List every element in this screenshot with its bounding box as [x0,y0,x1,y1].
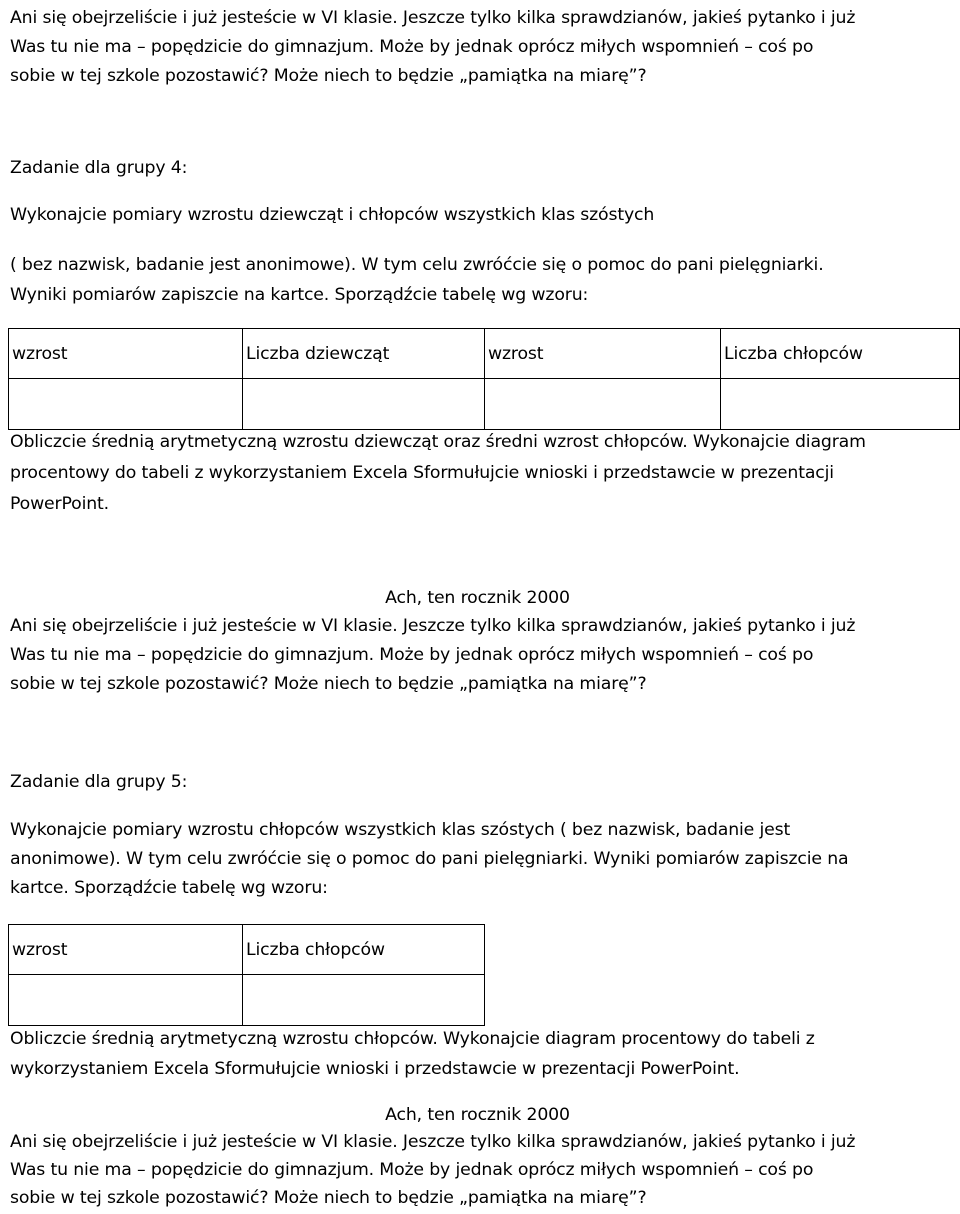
group4-after-line: PowerPoint. [10,494,109,514]
table-row [9,975,485,1026]
group5-task-line: Wykonajcie pomiary wzrostu chłopców wszystkich klas szóstych ( bez nazwisk, badanie jest [10,820,791,840]
group5-task-line: kartce. Sporządźcie tabelę wg wzoru: [10,878,328,898]
group4-task-line: Wyniki pomiarów zapiszcie na kartce. Sporządźcie tabelę wg wzoru: [10,285,589,305]
group4-after-line: procentowy do tabeli z wykorzystaniem Excela Sformułujcie wnioski i przedstawcie w prezentacji [10,463,834,483]
intro-line: Ani się obejrzeliście i już jesteście w VI klasie. Jeszcze tylko kilka sprawdzianów, jakieś pytanko i już [10,8,856,28]
section-title: Ach, ten rocznik 2000 [385,1105,570,1125]
group5-task-paragraph [10,816,848,903]
table-header-cell: Liczba chłopców [721,329,960,379]
table-header-row [9,925,485,975]
group5-task-line: anonimowe). W tym celu zwróćcie się o pomoc do pani pielęgniarki. Wyniki pomiarów zapiszcie na [10,849,849,869]
section-line: Ani się obejrzeliście i już jesteście w VI klasie. Jeszcze tylko kilka sprawdzianów, jakieś pytanko i już [10,1132,856,1152]
table-cell [243,975,485,1026]
group4-after-paragraph [10,427,866,520]
group5-after-paragraph [10,1024,815,1084]
table-header-cell: Liczba chłopców [243,925,485,975]
table-header-cell: wzrost [485,329,721,379]
table-row [9,379,960,430]
group4-task-line: Wykonajcie pomiary wzrostu dziewcząt i chłopców wszystkich klas szóstych [10,205,655,225]
table-cell [485,379,721,430]
table-cell [721,379,960,430]
table-cell [9,379,243,430]
intro-line: sobie w tej szkole pozostawić? Może niech to będzie „pamiątka na miarę”? [10,66,647,86]
group4-after-line: Obliczcie średnią arytmetyczną wzrostu dziewcząt oraz średni wzrost chłopców. Wykonajcie diagram [10,432,866,452]
section-line: sobie w tej szkole pozostawić? Może niech to będzie „pamiątka na miarę”? [10,1188,647,1208]
group4-task-paragraph [10,250,824,310]
section-paragraph [10,612,855,699]
table-header-cell: wzrost [9,329,243,379]
group5-after-line: wykorzystaniem Excela Sformułujcie wnioski i przedstawcie w prezentacji PowerPoint. [10,1059,740,1079]
group5-after-line: Obliczcie średnią arytmetyczną wzrostu chłopców. Wykonajcie diagram procentowy do tabeli z [10,1029,815,1049]
section-line: Ani się obejrzeliście i już jesteście w VI klasie. Jeszcze tylko kilka sprawdzianów, jakieś pytanko i już [10,616,856,636]
table-header-cell: Liczba dziewcząt [243,329,485,379]
table-cell [243,379,485,430]
group5-table [8,924,485,1026]
section-line: Was tu nie ma – popędzicie do gimnazjum. Może by jednak oprócz miłych wspomnień – coś po [10,1160,814,1180]
group4-heading: Zadanie dla grupy 4: [10,158,188,178]
section-line: sobie w tej szkole pozostawić? Może niech to będzie „pamiątka na miarę”? [10,674,647,694]
section-title: Ach, ten rocznik 2000 [385,588,570,608]
table-header-cell: wzrost [9,925,243,975]
section-line: Was tu nie ma – popędzicie do gimnazjum. Może by jednak oprócz miłych wspomnień – coś po [10,645,814,665]
group4-task-line: ( bez nazwisk, badanie jest anonimowe). W tym celu zwróćcie się o pomoc do pani pielęgniarki. [10,255,824,275]
group5-heading: Zadanie dla grupy 5: [10,772,188,792]
group4-table [8,328,960,430]
intro-line: Was tu nie ma – popędzicie do gimnazjum. Może by jednak oprócz miłych wspomnień – coś po [10,37,814,57]
table-cell [9,975,243,1026]
section-paragraph [10,1128,855,1212]
intro-paragraph [10,4,855,91]
table-header-row [9,329,960,379]
